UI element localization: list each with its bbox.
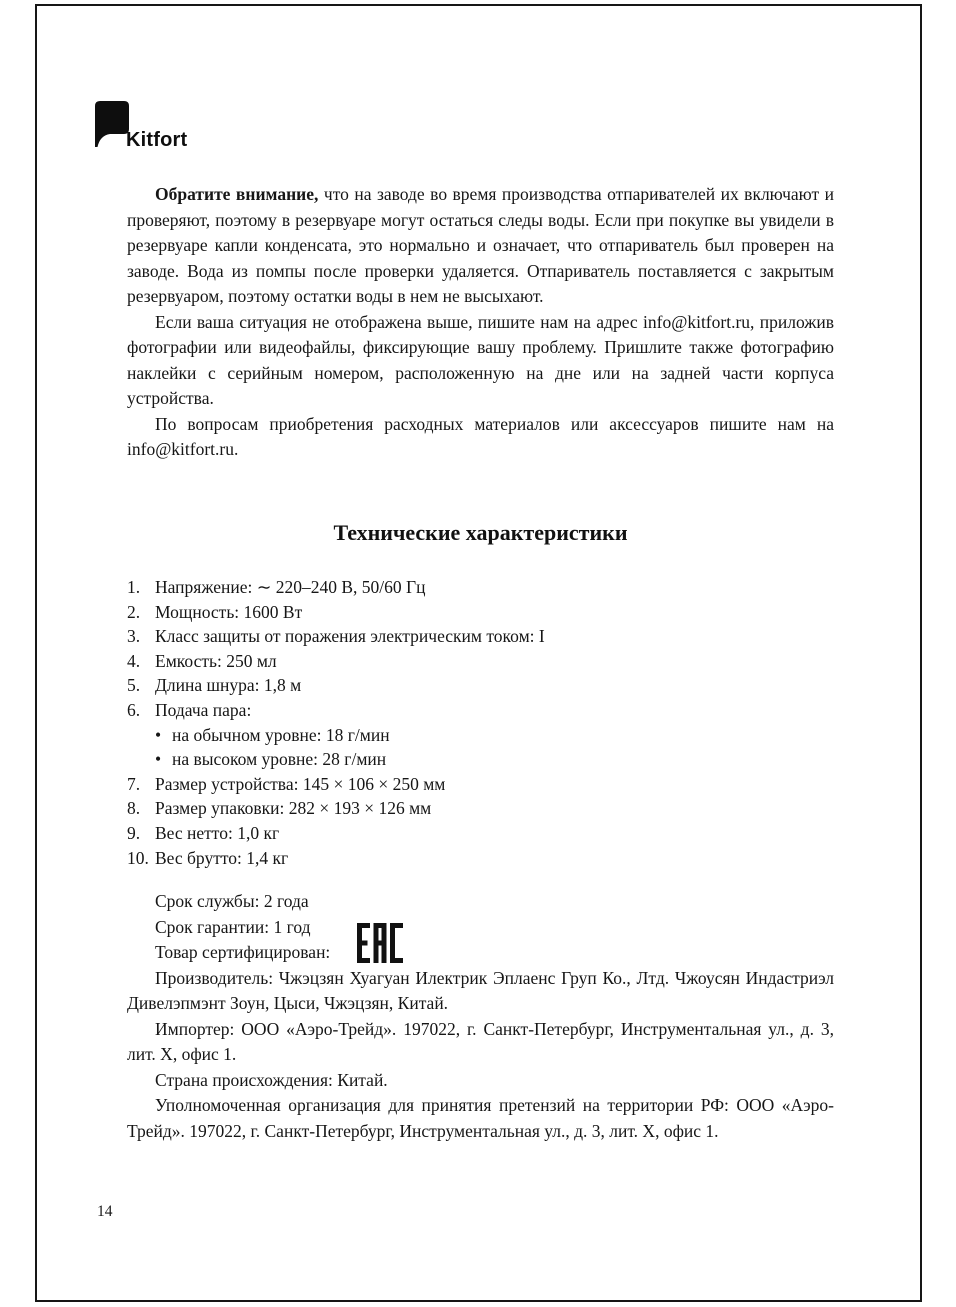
spec-text: на высоком уровне: 28 г/мин — [172, 749, 387, 770]
spec-number: 7. — [127, 773, 141, 794]
spec-number: 9. — [127, 822, 141, 843]
bullet-icon: • — [155, 749, 162, 770]
spec-number: 1. — [127, 577, 141, 597]
importer-paragraph: Импортер: ООО «Аэро-Трейд». 197022, г. Санкт-Петербург, Инструментальная ул., д. 3, лит. Х, офис 1. — [127, 1018, 834, 1065]
spec-text: Мощность: 1600 Вт — [155, 601, 303, 622]
bullet-icon: • — [155, 724, 162, 745]
certified-label: Товар сертифицирован: — [155, 942, 331, 963]
spec-item-package-size — [127, 796, 834, 821]
brand-name: Kitfort — [126, 129, 188, 151]
spec-item-voltage — [127, 575, 834, 600]
spec-item-protection-class — [127, 624, 834, 649]
spec-text: Длина шнура: 1,8 м — [155, 675, 302, 696]
spec-number: 4. — [127, 650, 141, 671]
warranty-line: Срок гарантии: 1 год — [155, 916, 311, 937]
spec-item-cord-length — [127, 673, 834, 698]
spec-number: 3. — [127, 626, 141, 647]
spec-text: на обычном уровне: 18 г/мин — [172, 724, 390, 745]
spec-item-device-size — [127, 772, 834, 797]
page-content — [127, 182, 834, 1144]
spec-item-gross-weight — [127, 846, 834, 871]
spec-text: Напряжение: ∼ 220–240 В, 50/60 Гц — [155, 577, 426, 597]
spec-number: 6. — [127, 699, 141, 720]
spec-item-net-weight — [127, 821, 834, 846]
service-life-line: Срок службы: 2 года — [155, 891, 309, 912]
certification-block — [127, 889, 834, 1144]
kitfort-flag-icon — [88, 98, 130, 150]
manufacturer-paragraph: Производитель: Чжэцзян Хуагуан Илектрик Эплаенс Груп Ко., Лтд. Чжоусян Индастриэл Дивелэпмэнт Зоун, Цыси, Чжэцзян, Китай. — [127, 967, 834, 1014]
eac-certification-mark — [357, 923, 403, 963]
spec-text: Емкость: 250 мл — [155, 650, 277, 671]
spec-subitem-normal-level — [127, 723, 834, 748]
origin-paragraph: Страна происхождения: Китай. — [155, 1069, 388, 1090]
notice-body: что на заводе во время производства отпаривателей их включают и проверяют, поэтому в резервуаре могут остаться следы воды. Если при покупке вы увидели в резервуаре капли конденсата, это нормально и означает, что отпариватель был проверен на заводе. Вода из помпы после проверки удаляется. Отпариватель поставляется с закрытым резервуаром, поэтому остатки воды в нем не высыхают. — [127, 184, 834, 306]
page-number: 14 — [97, 1203, 113, 1220]
certified-line — [127, 940, 834, 966]
spec-number: 2. — [127, 601, 141, 622]
spec-text: Вес брутто: 1,4 кг — [155, 847, 289, 868]
spec-text: Класс защиты от поражения электрическим током: I — [155, 626, 545, 647]
spec-subitem-high-level — [127, 747, 834, 772]
section-title: Технические характеристики — [333, 519, 628, 545]
authorized-org-paragraph: Уполномоченная организация для принятия претензий на территории РФ: ООО «Аэро-Трейд». 197022, г. Санкт-Петербург, Инструментальная ул., д. 3, лит. Х, офис 1. — [127, 1095, 834, 1141]
spec-number: 5. — [127, 675, 141, 696]
spec-list — [127, 575, 834, 870]
spec-text: Подача пара: — [155, 699, 252, 720]
kitfort-logo — [88, 98, 228, 158]
spec-item-capacity — [127, 649, 834, 674]
spec-item-power — [127, 600, 834, 625]
notice-lead: Обратите внимание, — [155, 184, 319, 204]
spec-text: Размер упаковки: 282 × 193 × 126 мм — [155, 798, 432, 819]
spec-number: 8. — [127, 798, 141, 819]
spec-number: 10. — [127, 847, 149, 868]
intro-paragraph-1 — [127, 182, 834, 310]
spec-item-steam-output — [127, 698, 834, 723]
spec-text: Размер устройства: 145 × 106 × 250 мм — [155, 773, 446, 794]
intro-paragraph-2: Если ваша ситуация не отображена выше, пишите нам на адрес info@kitfort.ru, приложив фотографии или видеофайлы, фиксирующие вашу проблему. Пришлите также фотографию наклейки с серийным номером, расположенную на дне или на задней части корпуса устройства. — [127, 311, 834, 408]
intro-paragraph-3: По вопросам приобретения расходных материалов или аксессуаров пишите нам на info@kitfort.ru. — [127, 413, 834, 459]
spec-text: Вес нетто: 1,0 кг — [155, 822, 280, 843]
